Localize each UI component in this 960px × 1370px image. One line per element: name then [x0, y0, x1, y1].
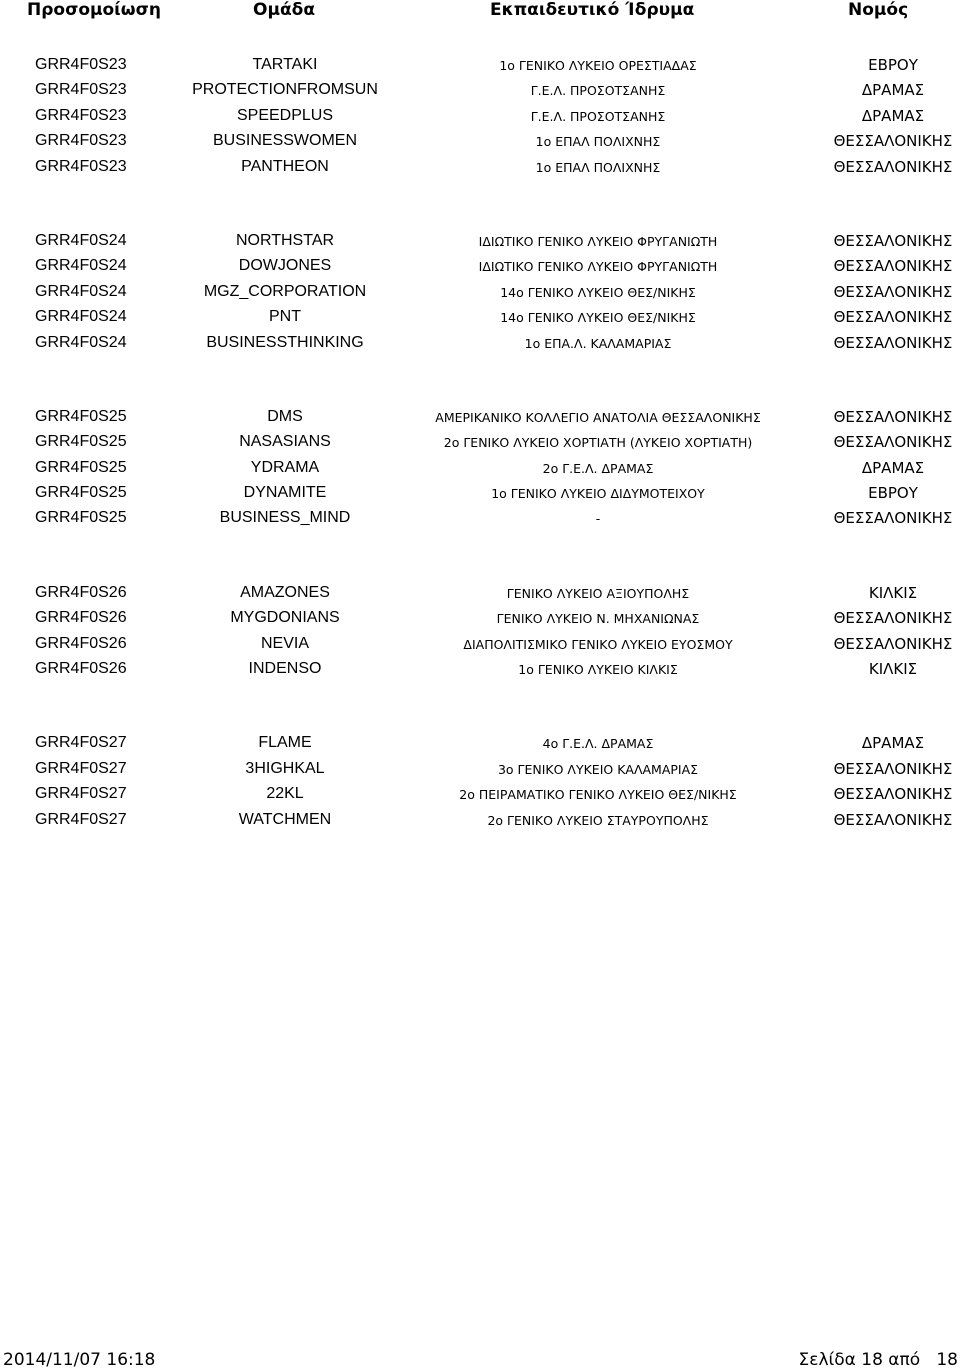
cell-institution: 2ο ΓΕΝΙΚΟ ΛΥΚΕΙΟ ΧΟΡΤΙΑΤΗ (ΛΥΚΕΙΟ ΧΟΡΤΙΑΤΗ) — [443, 435, 753, 451]
cell-simulation: GRR4F0S27 — [35, 759, 127, 777]
cell-team: FLAME — [258, 734, 312, 752]
cell-institution: Γ.Ε.Λ. ΠΡΟΣΟΤΣΑΝΗΣ — [530, 108, 666, 124]
table-row — [0, 457, 960, 482]
table-row — [0, 306, 960, 331]
table-row — [0, 783, 960, 808]
cell-prefecture: ΘΕΣΣΑΛΟΝΙΚΗΣ — [833, 157, 953, 176]
cell-team: BUSINESSTHINKING — [206, 333, 364, 351]
cell-simulation: GRR4F0S23 — [35, 132, 127, 150]
cell-simulation: GRR4F0S27 — [35, 810, 127, 828]
cell-team: DOWJONES — [238, 257, 332, 275]
cell-simulation: GRR4F0S26 — [35, 634, 127, 652]
table-row — [0, 607, 960, 632]
cell-institution: 14ο ΓΕΝΙΚΟ ΛΥΚΕΙΟ ΘΕΣ/ΝΙΚΗΣ — [500, 284, 696, 300]
cell-prefecture: ΘΕΣΣΑΛΟΝΙΚΗΣ — [833, 282, 953, 301]
cell-prefecture: ΔΡΑΜΑΣ — [861, 458, 925, 477]
cell-institution: 1ο ΓΕΝΙΚΟ ΛΥΚΕΙΟ ΚΙΛΚΙΣ — [518, 662, 678, 678]
cell-prefecture: ΘΕΣΣΑΛΟΝΙΚΗΣ — [833, 257, 953, 276]
cell-prefecture: ΘΕΣΣΑΛΟΝΙΚΗΣ — [833, 609, 953, 628]
table-row — [0, 105, 960, 130]
cell-team: 3HIGHKAL — [245, 759, 325, 777]
cell-simulation: GRR4F0S24 — [35, 231, 127, 249]
cell-simulation: GRR4F0S25 — [35, 407, 127, 425]
cell-institution: 2ο ΓΕΝΙΚΟ ΛΥΚΕΙΟ ΣΤΑΥΡΟΥΠΟΛΗΣ — [487, 812, 709, 828]
cell-team: SPEEDPLUS — [236, 106, 334, 124]
table-row — [0, 431, 960, 456]
cell-institution: 14ο ΓΕΝΙΚΟ ΛΥΚΕΙΟ ΘΕΣ/ΝΙΚΗΣ — [500, 310, 696, 326]
cell-simulation: GRR4F0S27 — [35, 734, 127, 752]
cell-institution: - — [595, 511, 601, 527]
table-row — [0, 255, 960, 280]
table-row — [0, 230, 960, 255]
footer-page-number: Σελίδα 18 από 18 — [798, 1350, 958, 1370]
cell-institution: ΓΕΝΙΚΟ ΛΥΚΕΙΟ Ν. ΜΗΧΑΝΙΩΝΑΣ — [496, 611, 700, 627]
cell-simulation: GRR4F0S26 — [35, 609, 127, 627]
cell-institution: 2ο ΠΕΙΡΑΜΑΤΙΚΟ ΓΕΝΙΚΟ ΛΥΚΕΙΟ ΘΕΣ/ΝΙΚΗΣ — [459, 787, 737, 803]
header-prefecture: Νομός — [848, 0, 909, 20]
cell-simulation: GRR4F0S24 — [35, 282, 127, 300]
cell-institution: Γ.Ε.Λ. ΠΡΟΣΟΤΣΑΝΗΣ — [530, 83, 666, 99]
cell-team: DMS — [267, 407, 303, 425]
table-header — [0, 0, 960, 22]
cell-prefecture: ΘΕΣΣΑΛΟΝΙΚΗΣ — [833, 634, 953, 653]
cell-prefecture: ΘΕΣΣΑΛΟΝΙΚΗΣ — [833, 785, 953, 804]
cell-team: NASASIANS — [239, 433, 331, 451]
cell-simulation: GRR4F0S23 — [35, 157, 127, 175]
table-row — [0, 482, 960, 507]
cell-simulation: GRR4F0S25 — [35, 509, 127, 527]
cell-prefecture: ΘΕΣΣΑΛΟΝΙΚΗΣ — [833, 810, 953, 829]
cell-team: BUSINESSWOMEN — [212, 132, 358, 150]
cell-simulation: GRR4F0S25 — [35, 484, 127, 502]
cell-team: 22KL — [266, 785, 304, 803]
simulation-group — [0, 732, 960, 834]
table-row — [0, 758, 960, 783]
table-row — [0, 633, 960, 658]
table-row — [0, 732, 960, 757]
cell-simulation: GRR4F0S23 — [35, 81, 127, 99]
cell-institution: ΓΕΝΙΚΟ ΛΥΚΕΙΟ ΑΞΙΟΥΠΟΛΗΣ — [506, 585, 690, 601]
cell-simulation: GRR4F0S23 — [35, 106, 127, 124]
cell-team: AMAZONES — [240, 583, 330, 601]
cell-institution: ΔΙΑΠΟΛΙΤΙΣΜΙΚΟ ΓΕΝΙΚΟ ΛΥΚΕΙΟ ΕΥΟΣΜΟΥ — [463, 636, 733, 652]
cell-prefecture: ΘΕΣΣΑΛΟΝΙΚΗΣ — [833, 759, 953, 778]
header-team: Ομάδα — [253, 0, 315, 20]
cell-institution: ΙΔΙΩΤΙΚΟ ΓΕΝΙΚΟ ΛΥΚΕΙΟ ΦΡΥΓΑΝΙΩΤΗ — [478, 233, 718, 249]
table-row — [0, 658, 960, 683]
cell-team: TARTAKI — [252, 56, 318, 73]
simulation-group — [0, 406, 960, 533]
cell-simulation: GRR4F0S24 — [35, 257, 127, 275]
simulation-groups — [0, 54, 960, 883]
cell-prefecture: ΔΡΑΜΑΣ — [861, 106, 925, 125]
simulation-group — [0, 54, 960, 181]
cell-prefecture: ΔΡΑΜΑΣ — [861, 734, 925, 753]
cell-team: INDENSO — [248, 660, 322, 678]
cell-prefecture: ΕΒΡΟΥ — [868, 484, 918, 503]
cell-simulation: GRR4F0S26 — [35, 660, 127, 678]
cell-team: MGZ_CORPORATION — [203, 282, 367, 300]
cell-simulation: GRR4F0S25 — [35, 433, 127, 451]
cell-team: DYNAMITE — [243, 484, 327, 502]
table-row — [0, 582, 960, 607]
table-row — [0, 281, 960, 306]
cell-team: PANTHEON — [241, 157, 329, 175]
cell-prefecture: ΘΕΣΣΑΛΟΝΙΚΗΣ — [833, 308, 953, 327]
cell-prefecture: ΘΕΣΣΑΛΟΝΙΚΗΣ — [833, 231, 953, 250]
cell-prefecture: ΘΕΣΣΑΛΟΝΙΚΗΣ — [833, 333, 953, 352]
header-simulation: Προσομοίωση — [27, 0, 161, 20]
cell-team: NEVIA — [260, 634, 310, 652]
cell-prefecture: ΘΕΣΣΑΛΟΝΙΚΗΣ — [833, 132, 953, 151]
cell-prefecture: ΔΡΑΜΑΣ — [861, 81, 925, 100]
cell-prefecture: ΕΒΡΟΥ — [868, 56, 918, 74]
cell-institution: 1ο ΕΠΑΛ ΠΟΛΙΧΝΗΣ — [535, 134, 661, 150]
cell-prefecture: ΚΙΛΚΙΣ — [868, 660, 918, 679]
cell-institution: 1ο ΓΕΝΙΚΟ ΛΥΚΕΙΟ ΔΙΔΥΜΟΤΕΙΧΟΥ — [491, 486, 705, 502]
cell-team: WATCHMEN — [238, 810, 332, 828]
cell-institution: 3ο ΓΕΝΙΚΟ ΛΥΚΕΙΟ ΚΑΛΑΜΑΡΙΑΣ — [497, 761, 699, 777]
cell-institution: 4ο Γ.Ε.Λ. ΔΡΑΜΑΣ — [542, 736, 654, 752]
table-row — [0, 507, 960, 532]
cell-prefecture: ΚΙΛΚΙΣ — [868, 583, 918, 602]
cell-simulation: GRR4F0S23 — [35, 56, 127, 73]
table-row — [0, 79, 960, 104]
table-row — [0, 130, 960, 155]
cell-simulation: GRR4F0S24 — [35, 333, 127, 351]
table-row — [0, 406, 960, 431]
cell-team: PNT — [269, 308, 301, 326]
cell-simulation: GRR4F0S27 — [35, 785, 127, 803]
cell-institution: ΑΜΕΡΙΚΑΝΙΚΟ ΚΟΛΛΕΓΙΟ ΑΝΑΤΟΛΙΑ ΘΕΣΣΑΛΟΝΙΚΗΣ — [435, 409, 761, 425]
footer-datetime: 2014/11/07 16:18 — [3, 1350, 156, 1370]
cell-prefecture: ΘΕΣΣΑΛΟΝΙΚΗΣ — [833, 407, 953, 426]
cell-prefecture: ΘΕΣΣΑΛΟΝΙΚΗΣ — [833, 509, 953, 528]
cell-simulation: GRR4F0S24 — [35, 308, 127, 326]
cell-institution: 1ο ΓΕΝΙΚΟ ΛΥΚΕΙΟ ΟΡΕΣΤΙΑΔΑΣ — [499, 58, 697, 73]
cell-institution: 1ο ΕΠΑ.Λ. ΚΑΛΑΜΑΡΙΑΣ — [524, 335, 672, 351]
table-row — [0, 54, 960, 79]
page-footer — [0, 1350, 960, 1370]
cell-institution: 1ο ΕΠΑΛ ΠΟΛΙΧΝΗΣ — [535, 159, 661, 175]
cell-simulation: GRR4F0S26 — [35, 583, 127, 601]
cell-team: BUSINESS_MIND — [219, 509, 351, 527]
table-row — [0, 809, 960, 834]
cell-team: PROTECTIONFROMSUN — [192, 81, 378, 99]
cell-team: YDRAMA — [250, 458, 320, 476]
table-row — [0, 332, 960, 357]
table-row — [0, 156, 960, 181]
simulation-group — [0, 582, 960, 684]
cell-institution: ΙΔΙΩΤΙΚΟ ΓΕΝΙΚΟ ΛΥΚΕΙΟ ΦΡΥΓΑΝΙΩΤΗ — [478, 259, 718, 275]
cell-institution: 2ο Γ.Ε.Λ. ΔΡΑΜΑΣ — [542, 460, 654, 476]
cell-team: NORTHSTAR — [235, 231, 335, 249]
cell-team: MYGDONIANS — [230, 609, 340, 627]
header-institution: Εκπαιδευτικό Ίδρυμα — [490, 0, 695, 20]
cell-simulation: GRR4F0S25 — [35, 458, 127, 476]
cell-prefecture: ΘΕΣΣΑΛΟΝΙΚΗΣ — [833, 433, 953, 452]
simulation-group — [0, 230, 960, 357]
